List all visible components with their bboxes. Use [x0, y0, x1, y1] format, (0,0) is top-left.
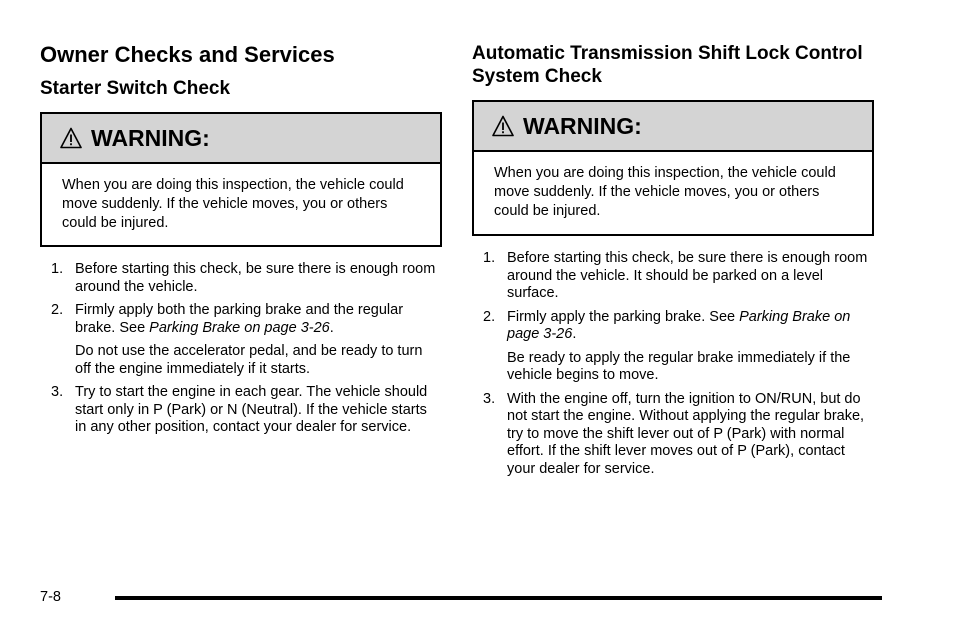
- step-note: Be ready to apply the regular brake immediately if the vehicle begins to move.: [507, 349, 851, 383]
- warning-text: When you are doing this inspection, the vehicle could move suddenly. If the vehicle moves, you or others could be injured.: [494, 165, 836, 219]
- step-number: 2.: [483, 308, 496, 325]
- procedure-steps: [472, 250, 874, 484]
- warning-box: [472, 100, 874, 236]
- warning-header: [474, 102, 872, 152]
- step-item: [40, 384, 442, 437]
- warning-label: WARNING:: [523, 112, 642, 139]
- warning-header: [42, 114, 440, 164]
- step-number: 1.: [51, 261, 64, 277]
- warning-triangle-icon: [60, 127, 82, 149]
- step-item: [472, 391, 874, 479]
- step-note: Do not use the accelerator pedal, and be ready to turn off the engine immediately if it starts.: [75, 343, 423, 377]
- section-title: Owner Checks and Services: [40, 42, 335, 67]
- step-text: Firmly apply the parking brake. See: [507, 308, 740, 325]
- step-item: [40, 261, 442, 296]
- step-number: 3.: [51, 384, 64, 400]
- footer-rule: [115, 596, 882, 600]
- page-number: 7-8: [40, 589, 61, 605]
- step-text: With the engine off, turn the ignition to ON/RUN, but do not start the engine. Without applying the regular brake, try to move the shift lever out of P (Park) with normal effort. If the shift lever moves out of P (Park), contact your dealer for service.: [507, 390, 865, 477]
- page-reference-link[interactable]: Parking Brake on page 3-26: [507, 308, 851, 342]
- step-text: Try to start the engine in each gear. The vehicle should start only in P (Park) or N (Neutral). If the vehicle starts in any other position, contact your dealer for service.: [75, 384, 428, 435]
- subsection-title-shift-lock: Automatic Transmission Shift Lock Control System Check: [472, 43, 863, 87]
- step-text: Before starting this check, be sure there is enough room around the vehicle. It should be parked on a level surface.: [507, 250, 868, 301]
- warning-label: WARNING:: [91, 124, 210, 151]
- page-reference-link[interactable]: Parking Brake on page 3-26: [149, 319, 330, 336]
- step-item: [472, 250, 874, 303]
- procedure-steps: [40, 261, 442, 443]
- warning-text: When you are doing this inspection, the vehicle could move suddenly. If the vehicle moves, you or others could be injured.: [62, 177, 404, 231]
- warning-box: [40, 112, 442, 247]
- step-number: 1.: [483, 250, 496, 266]
- step-item: [472, 309, 874, 385]
- warning-triangle-icon: [492, 115, 514, 137]
- step-number: 3.: [483, 390, 496, 407]
- step-number: 2.: [51, 302, 64, 318]
- step-text-end: .: [572, 326, 577, 342]
- step-text: Firmly apply both the parking brake and the regular brake. See: [75, 302, 404, 336]
- step-item: [40, 302, 442, 378]
- subsection-title-starter-switch: Starter Switch Check: [40, 78, 231, 99]
- step-text-end: .: [329, 319, 334, 336]
- step-text: Before starting this check, be sure there is enough room around the vehicle.: [75, 261, 436, 295]
